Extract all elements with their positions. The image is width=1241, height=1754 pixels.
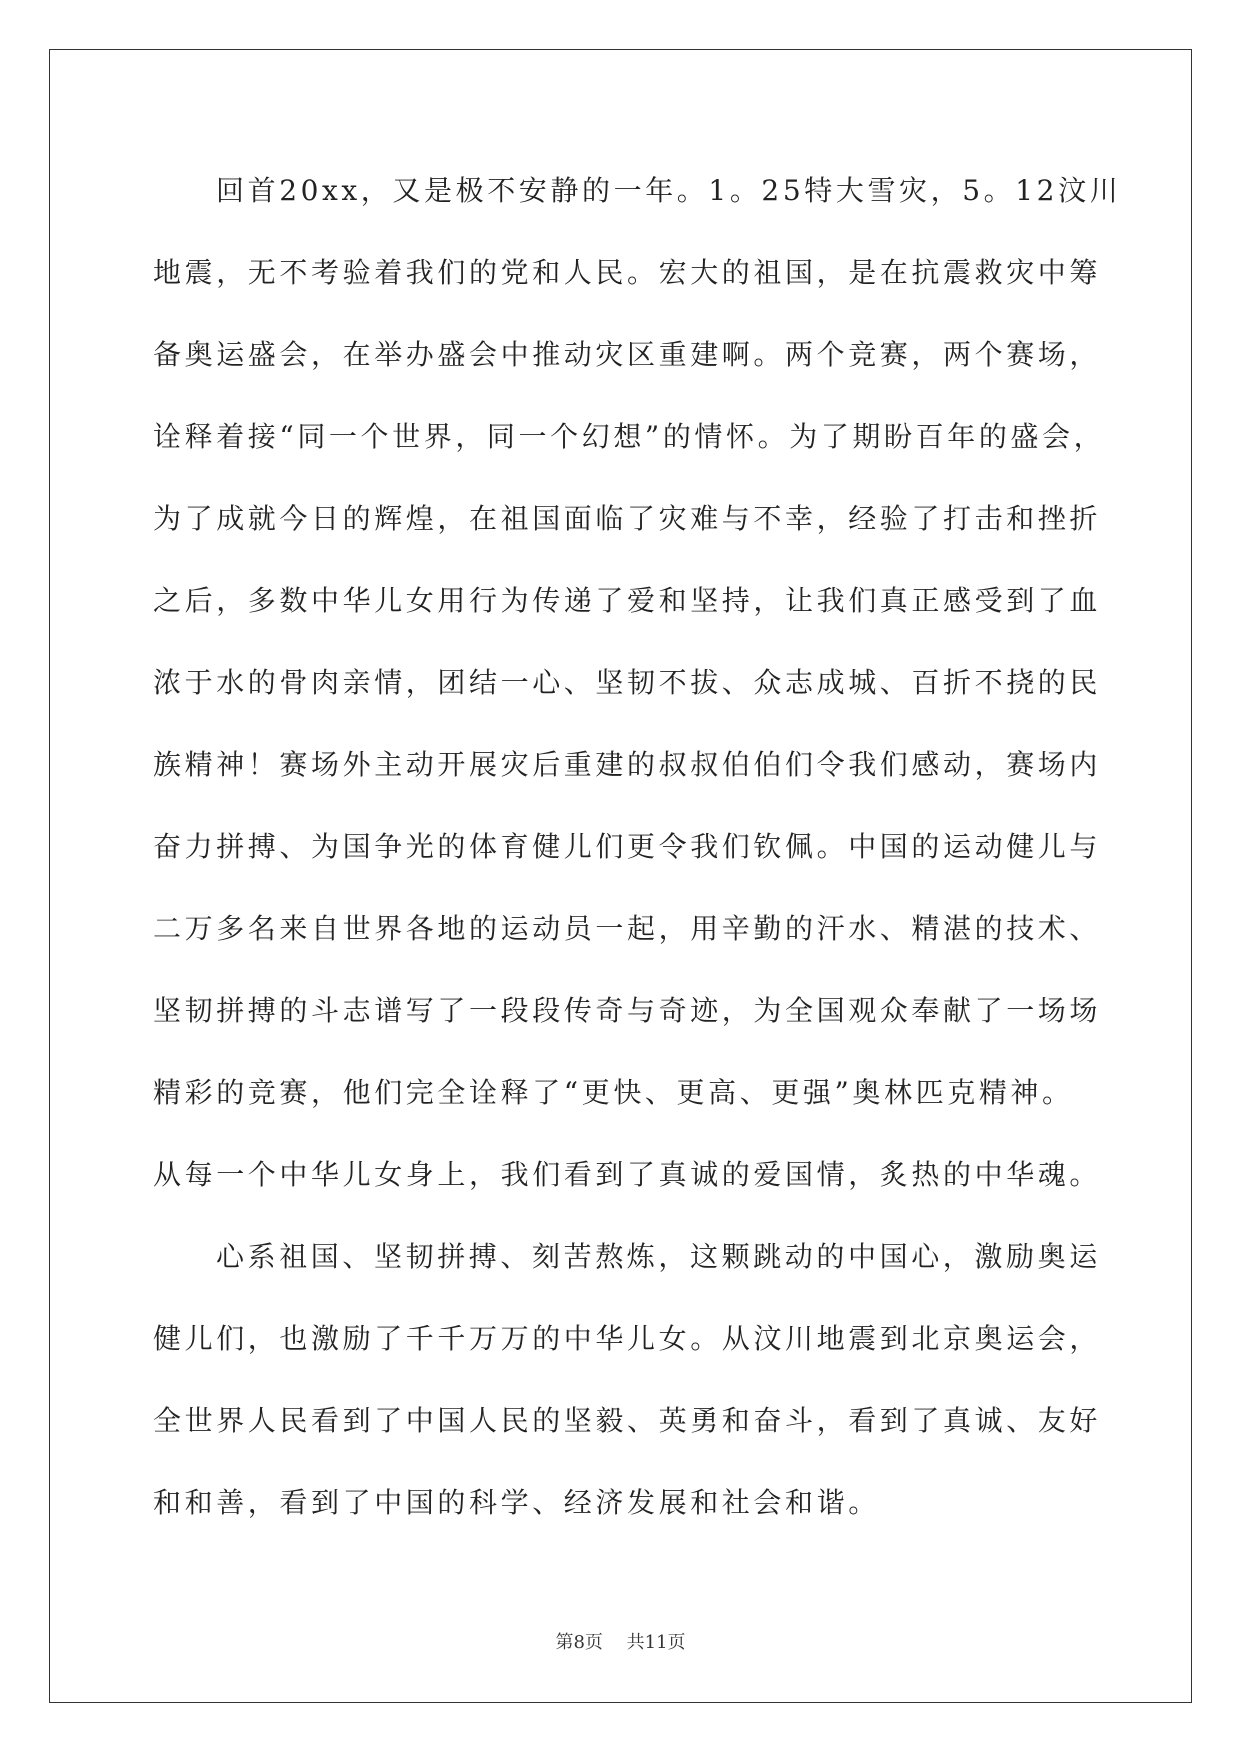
text-line: 回首20xx，又是极不安静的一年。1。25特大雪灾，5。12汶川 bbox=[216, 174, 1122, 207]
text-line: 健儿们，也激励了千千万万的中华儿女。从汶川地震到北京奥运会， bbox=[153, 1322, 1102, 1355]
paragraph-2 bbox=[153, 1229, 1113, 1557]
page-number: 第8页 bbox=[555, 1632, 603, 1653]
text-line: 精彩的竞赛，他们完全诠释了“更快、更高、更强”奥林匹克精神。 bbox=[153, 1076, 1074, 1109]
text-line: 从每一个中华儿女身上，我们看到了真诚的爱国情，炙热的中华魂。 bbox=[153, 1158, 1102, 1191]
text-line: 坚韧拼搏的斗志谱写了一段段传奇与奇迹，为全国观众奉献了一场场 bbox=[153, 994, 1102, 1027]
text-line: 族精神！赛场外主动开展灾后重建的叔叔伯伯们令我们感动，赛场内 bbox=[153, 748, 1102, 781]
text-line: 备奥运盛会，在举办盛会中推动灾区重建啊。两个竞赛，两个赛场， bbox=[153, 338, 1102, 371]
text-line: 浓于水的骨肉亲情，团结一心、坚韧不拔、众志成城、百折不挠的民 bbox=[153, 666, 1102, 699]
page-total: 共11页 bbox=[626, 1632, 686, 1653]
text-line: 之后，多数中华儿女用行为传递了爱和坚持，让我们真正感受到了血 bbox=[153, 584, 1102, 617]
text-line: 二万多名来自世界各地的运动员一起，用辛勤的汗水、精湛的技术、 bbox=[153, 912, 1102, 945]
text-line: 诠释着接“同一个世界，同一个幻想”的情怀。为了期盼百年的盛会， bbox=[153, 420, 1106, 453]
page-footer bbox=[0, 1628, 1241, 1654]
text-line: 心系祖国、坚韧拼搏、刻苦熬炼，这颗跳动的中国心，激励奥运 bbox=[216, 1240, 1101, 1273]
text-line: 为了成就今日的辉煌，在祖国面临了灾难与不幸，经验了打击和挫折 bbox=[153, 502, 1102, 535]
text-line: 全世界人民看到了中国人民的坚毅、英勇和奋斗，看到了真诚、友好 bbox=[153, 1404, 1102, 1437]
text-line: 地震，无不考验着我们的党和人民。宏大的祖国，是在抗震救灾中筹 bbox=[153, 256, 1102, 289]
text-line: 奋力拼搏、为国争光的体育健儿们更令我们钦佩。中国的运动健儿与 bbox=[153, 830, 1102, 863]
paragraph-1 bbox=[153, 163, 1122, 1229]
document-body bbox=[153, 163, 1122, 1557]
text-line: 和和善，看到了中国的科学、经济发展和社会和谐。 bbox=[153, 1486, 880, 1519]
